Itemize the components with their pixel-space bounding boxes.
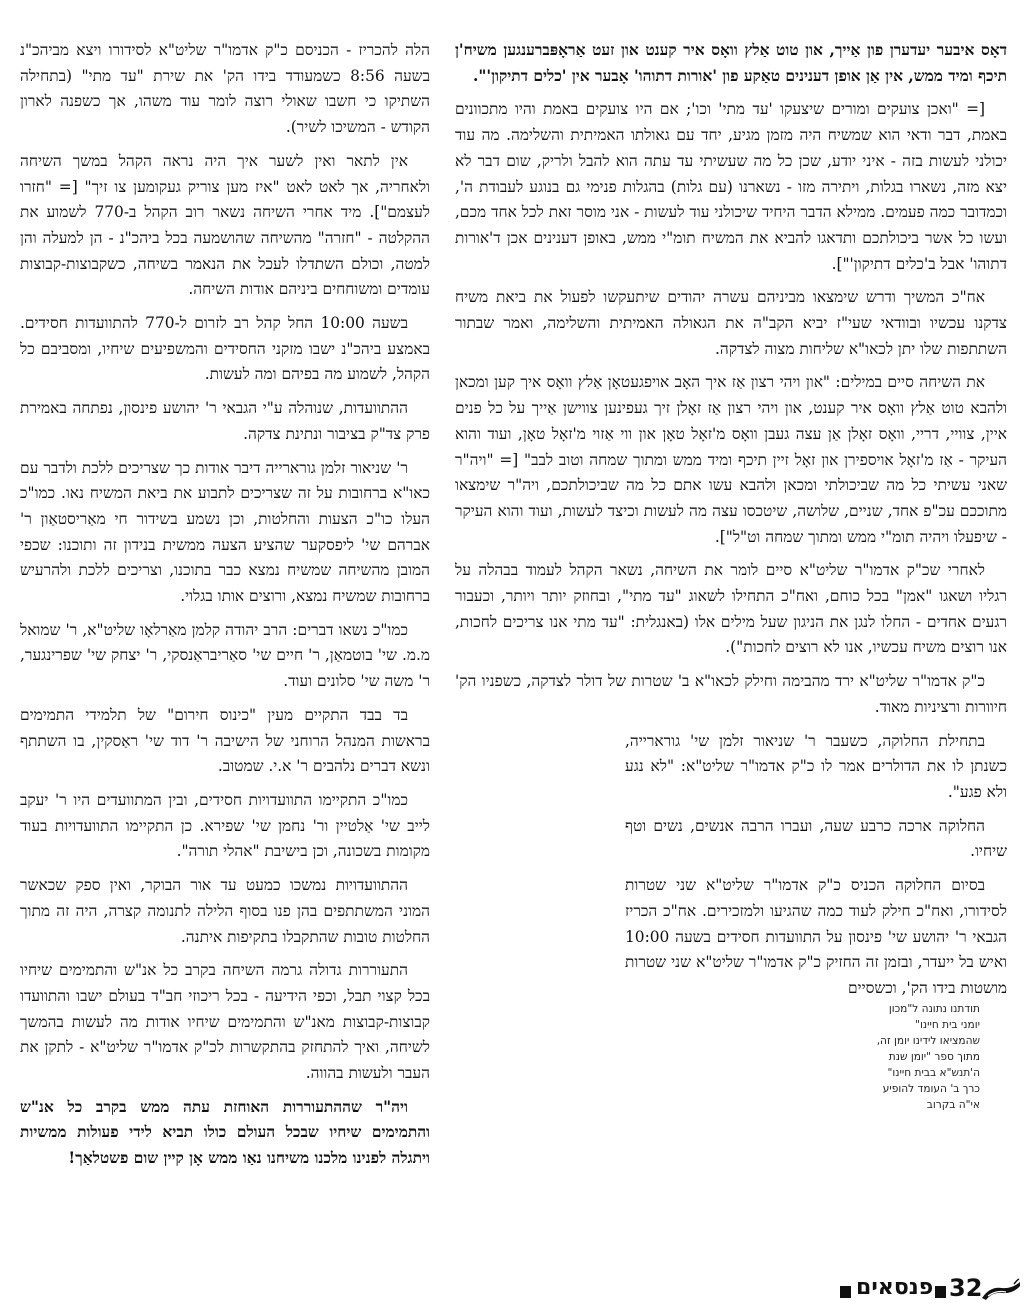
paragraph: אח"כ המשיך ודרש שימצאו מביניהם עשרה יהודים שיתעקשו לפעול את ביאת משיח צדקנו עכשיו ובוודאי שעי"ז יביא הקב"ה את הגאולה האמיתית והשלימה, ואמר שבתור השתתפות שלו יתן לכאו"א שליחות מצוה לצדקה. (455, 288, 1007, 358)
page-number: 32 (949, 1274, 983, 1302)
lamp-logo-icon (980, 1278, 1022, 1304)
paragraph: את השיחה סיים במילים: "און ויהי רצון אַז איך האָב אויפגעטאָן אַלץ וואָס איך קען ומכאן ולהבא טוט אַלץ וואָס איר קענט, און ויהי רצון אַז זאָלן זיך געפינען צווישן אַייך על כל פנים איין, צוויי, דריי, וואָס זאָלן אַן עצה געבן וואָס מ'זאָל טאָן און ווי אַזוי מ'זאָל טאָן, ועוד והוא העיקר - אַז מ'זאָל אויספירן און זאָל זיין תיכף ומיד ממש ומתוך שמחה וטוב לבב" [= "ויה"ר שאני עשיתי כל מה שביכולתי ומכאן ולהבא עשו אתם כל מה שביכולתכם, ויה"ר שימצאו מתוככם עכ"פ אחד, שניים, שלושה, שיטכסו עצה מה לעשות וכיצד לעשות, ועוד והוא העיקר - שיפעלו ויהיה תומ"י ממש ומתוך שמחה וט"ל"]. (455, 373, 1007, 546)
section-title: פנסאים (856, 1275, 934, 1300)
paragraph: הלה להכריז - הכניסם כ"ק אדמו"ר שליט"א לסידורו ויצא מביהכ"נ בשעה 8:56 כשמעודד בידו הק' את שירת "עד מתי" (בתחילה השתיקו כי חשבו שאולי רוצה לומר עוד משהו, אך כשפנה לארון הקודש - המשיכו לשיר). (20, 41, 430, 137)
article-column-left (20, 38, 430, 1278)
note-line: מתוך ספר "יומן שנת (888, 1051, 980, 1063)
square-bullet-icon (840, 1286, 851, 1298)
note-line: שהמציאו לידינו יומן זה, (876, 1035, 980, 1047)
square-bullet-icon (935, 1286, 946, 1298)
acknowledgement-note (852, 1001, 980, 1113)
paragraph: כמו"כ נשאו דברים: הרב יהודה קלמן מאַרלאָו שליט"א, ר' שמואל מ.מ. שי' בוטמאַן, ר' חיים שי' סאַריבראַנסקי, ר' יצחק שי' שפרינגער, ר' משה שי' סלונים ועוד. (20, 620, 430, 691)
paragraph: התעוררות גדולה גרמה השיחה בקרב כל אנ"ש והתמימים שיחיו בכל קצוי תבל, וכפי הידיעה - בכל ריכוזי חב"ד בעולם ישבו והתוועדו קבוצות-קבוצות מאנ"ש והתמימים שיחיו אודות מה לעשות בהמשך לשיחה, ואיך להתחזק בהתקשרות לכ"ק אדמו"ר שליט"א - לתקן את העבר ולעשות בהווה. (20, 961, 430, 1083)
paragraph: בשעה 10:00 החל קהל רב לזרום ל-770 להתוועדות חסידים. באמצע ביהכ"נ ישבו מזקני החסידים והמשפיעים שיחיו, ומסביבם כל הקהל, לשמוע מה בפיהם ומה לעשות. (20, 314, 430, 384)
paragraph: בד בבד התקיים מעין "כינוס חירום" של תלמידי התמימים בראשות המנהל הרוחני של הישיבה ר' דוד שי' ראַסקין, בו השתתף ונשא דברים נלהבים ר' א.י. שמטוב. (20, 705, 430, 776)
note-line: ה'תנש"א בבית חיינו" (887, 1067, 980, 1079)
note-line: תודתנו נתונה ל"מכון (888, 1003, 980, 1015)
note-line: אי"ה בקרוב (926, 1099, 980, 1111)
paragraph: ההתוועדויות נמשכו כמעט עד אור הבוקר, ואין ספק שכאשר המוני המשתתפים בהן פנו בסוף הלילה לתנומה קצרה, היה זה מתוך החלטות טובות שהתקבלו בתקיפות איתנה. (20, 876, 430, 946)
paragraph: בתחילת החלוקה, כשעבר ר' שניאור זלמן שי' גורארייה, כשנתן לו את הדולרים אמר לו כ"ק אדמו"ר שליט"א: "לא נגע ולא פגע". (625, 731, 1007, 801)
paragraph: ההתוועדות, שנוהלה ע"י הגבאי ר' יהושע פינסון, נפתחה באמירת פרק צד"ק בציבור ונתינת צדקה. (20, 399, 430, 443)
closing-paragraph: ויה"ר שההתעוררות האוחזת עתה ממש בקרב כל אנ"ש והתמימים שיחיו שבכל העולם כולו תביא לידי פעולות ממשיות ויתגלה לפנינו מלכנו משיחנו נאַו ממש אָן קיין שום פשטלאַך! (20, 1097, 430, 1168)
note-line: כרך ב' העומד להופיע (882, 1083, 980, 1095)
paragraph: ר' שניאור זלמן גורארייה דיבר אודות כך שצריכים ללכת ולדבר עם כאו"א ברחובות על זה שצריכים לתבוע את ביאת המשיח נאו. כמו"כ העלו כו"כ הצעות והחלטות, וכן נשמע בשידור חי מאַריסטאַון ר' אברהם שי' ליפסקער שהציע הצעה ממשית בנידון זה ותוכנו: שכפי המובן מהשיחה שמשיח נמצא כבר בתוכנו, וצריכים ללכת ולהרעיש ברחובות שמשיח נמצא, ורוצים אותו בגלוי. (20, 458, 430, 606)
paragraph: בסיום החלוקה הכניס כ"ק אדמו"ר שליט"א שני שטרות לסידורו, ואח"כ חילק לעוד כמה שהגיעו ולמזכירים. אח"כ הכריז הגבאי ר' יהושע שי' פינסון על התוועדות חסידים בשעה 10:00 ואיש בל ייעדר, ובזמן זה החזיק כ"ק אדמו"ר שליט"א שני שטרות מושטות בידו הק', וכשסיים (625, 876, 1007, 997)
yiddish-intro: דאָס איבער יעדערן פון אַייך, און טוט אַלץ וואָס איר קענט און זעט אַראָפּברענגען משיח'ן תיכף ומיד ממש, אין אַן אופן דענינים טאַקע פון 'אורות דתוהו' אָבער אין 'כלים דתיקון'". (455, 41, 1007, 85)
paragraph: החלוקה ארכה כרבע שעה, ועברו הרבה אנשים, נשים וטף שיחיו. (625, 816, 1007, 861)
note-line: יומני בית חיינו" (915, 1019, 980, 1031)
page-footer (838, 1276, 1024, 1308)
paragraph: כמו"כ התקיימו התוועדויות חסידים, ובין המתוועדים היו ר' יעקב לייב שי' אַלטיין ור' נחמן שי' שפירא. כן התקיימו התוועדויות בעוד מקומות בשכונה, וכן בישיבת "אהלי תורה". (20, 790, 430, 861)
paragraph: כ"ק אדמו"ר שליט"א ירד מהבימה וחילק לכאו"א ב' שטרות של דולר לצדקה, כשפניו הק' חיוורות ורציניות מאוד. (455, 672, 1007, 716)
paragraph: [= "ואכן צועקים ומורים שיצעקו 'עד מתי' וכו'; אם היו צועקים באמת והיו מתכוונים באמת, דבר ודאי הוא שמשיח היה מזמן מגיע, יחד עם גאולתו האמיתית והשלימה. מה עוד יכולני לעשות בזה - איני יודע, שכן כל מה שעשיתי עד עתה הוא להבל ולריק, שום דבר לא יצא מזה, נשארו בגלות, ויתירה מזו - נשארנו (עם גלות) בהגלות פנימי גם בנוגע לעבודת ה', וכמדובר כמה פעמים. ממילא הדבר היחיד שיכולני עוד לעשות - אני מוסר זאת לכל אחד מכם, ועשו כל אשר ביכולתכם ותדאגו להביא את המשיח תומ"י ממש, באופן דענינים אכן ד'אורות דתוהו' אבל ב'כלים דתיקון'"]. (455, 100, 1007, 273)
paragraph: אין לתאר ואין לשער איך היה נראה הקהל במשך השיחה ולאחריה, אך לאט לאט "איז מען צוריק געקומען צו זיך" [= "חזרו לעצמם"]. מיד אחרי השיחה נשאר רוב הקהל ב-770 לשמוע את ההקלטה - "חזרה" מהשיחה שהושמעה בכל ביהכ"נ - הן למעלה והן למטה, וכולם השתדלו לעכל את הנאמר בשיחה, כשקבוצות-קבוצות עומדים ומשוחחים ביניהם אודות השיחה. (20, 151, 430, 299)
paragraph: לאחרי שכ"ק אדמו"ר שליט"א סיים לומר את השיחה, נשאר הקהל לעמוד בבהלה על רגליו ושאגו "אמן" בכל כוחם, ואח"כ התחילו לשאוג "עד מתי", ובחוזק יותר ויותר, וכעבור רגעים אחדים - החלו לנגן את הניגון שעל מילים אלו (באנגלית: "עד מתי אנו צריכים לחכות, אנו רוצים משיח עכשיו, אנו לא רוצים לחכות"). (455, 561, 1007, 657)
